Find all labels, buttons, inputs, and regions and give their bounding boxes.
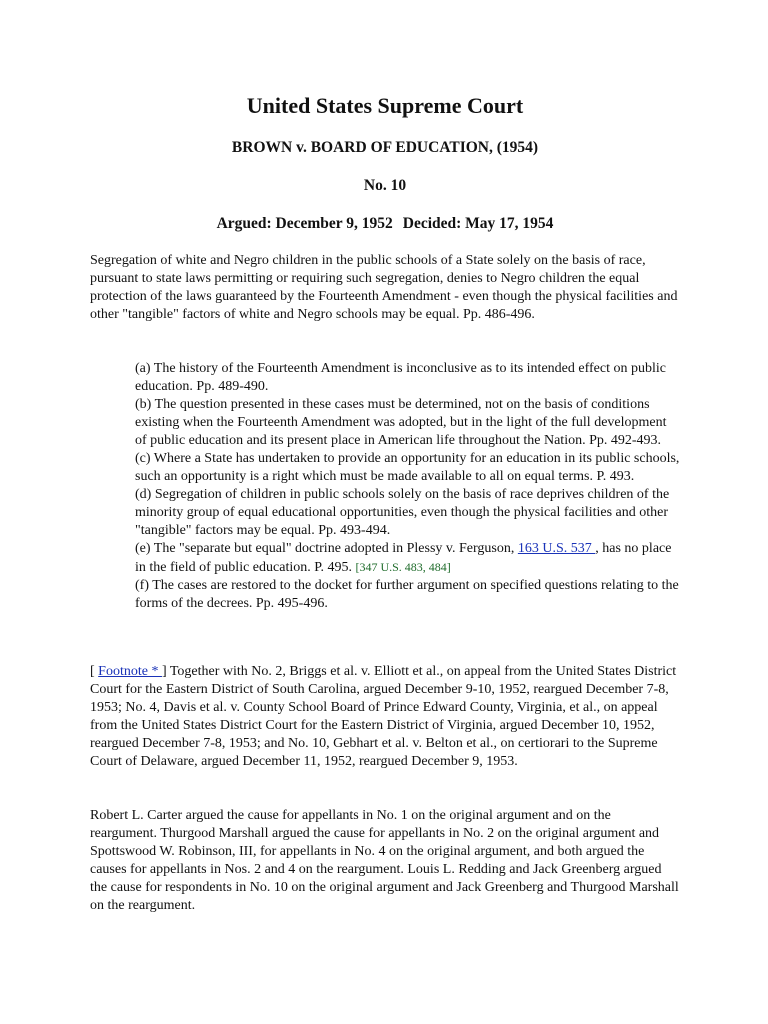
footnote-link[interactable]: Footnote * <box>98 664 162 679</box>
footnote-text: ] Together with No. 2, Briggs et al. v. Elliott et al., on appeal from the United States District Court for the Eastern District of South Carolina, argued December 9-10, 1952, reargued December 7-8, 1953; No. 4, Davis et al. v. County School Board of Prince Edward County, Virginia, et al., on appeal from the United States District Court for the Eastern District of Virginia, argued December 10, 1952, reargued December 7-8, 1953; and No. 10, Gebhart et al. v. Belton et al., on certiorari to the Supreme Court of Delaware, argued December 11, 1952, reargued December 9, 1953. <box>90 664 677 769</box>
holding-b: (b) The question presented in these cases must be determined, not on the basis of conditions existing when the Fourteenth Amendment was adopted, but in the light of the full development of public education and its present place in American life throughout the Nation. Pp. 492-493. <box>135 397 667 448</box>
decided-date: Decided: May 17, 1954 <box>402 215 554 232</box>
holding-e-text-start: (e) The "separate but equal" doctrine adopted in Plessy v. Ferguson, <box>135 541 518 556</box>
footnote-paragraph <box>90 663 680 771</box>
case-name: BROWN v. BOARD OF EDUCATION, (1954) <box>231 139 539 156</box>
counsel-paragraph: Robert L. Carter argued the cause for appellants in No. 1 on the original argument and on the reargument. Thurgood Marshall argued the cause for appellants in No. 2 on the original argument and Spottswood W. Robinson, III, for appellants in No. 4 on the original argument, and both argued the causes for appellants in Nos. 2 and 4 on the reargument. Louis L. Redding and Jack Greenberg argued the cause for respondents in No. 10 on the original argument and Jack Greenberg and Thurgood Marshall on the reargument. <box>90 808 679 913</box>
case-dates <box>90 214 680 234</box>
argued-date: Argued: December 9, 1952 <box>216 215 393 232</box>
holding-a: (a) The history of the Fourteenth Amendment is inconclusive as to its intended effect on public education. Pp. 489-490. <box>135 361 666 394</box>
holding-c: (c) Where a State has undertaken to provide an opportunity for an education in its public schools, such an opportunity is a right which must be made available to all on equal terms. P. 493. <box>135 451 680 484</box>
page-reference: [347 U.S. 483, 484] <box>355 560 451 574</box>
holding-e <box>135 540 680 577</box>
holding-e-text-end: , has no place in the field of public education. P. 495. <box>135 541 672 575</box>
holding-d: (d) Segregation of children in public schools solely on the basis of race deprives children of the minority group of equal educational opportunities, even though the physical facilities and other "tangible" factors may be equal. Pp. 493-494. <box>135 487 670 538</box>
holding-f: (f) The cases are restored to the docket for further argument on specified questions relating to the forms of the decrees. Pp. 495-496. <box>135 578 679 611</box>
page-title: United States Supreme Court <box>246 93 524 118</box>
syllabus-summary: Segregation of white and Negro children in the public schools of a State solely on the basis of race, pursuant to state laws permitting or requiring such segregation, denies to Negro children the equal protection of the laws guaranteed by the Fourteenth Amendment - even though the physical facilities and other "tangible" factors of white and Negro schools may be equal. Pp. 486-496. <box>90 253 678 322</box>
docket-number: No. 10 <box>363 177 407 194</box>
footnote-open-bracket: [ <box>90 664 99 679</box>
holdings-list <box>135 360 680 613</box>
plessy-citation-link[interactable]: 163 U.S. 537 <box>517 541 596 556</box>
